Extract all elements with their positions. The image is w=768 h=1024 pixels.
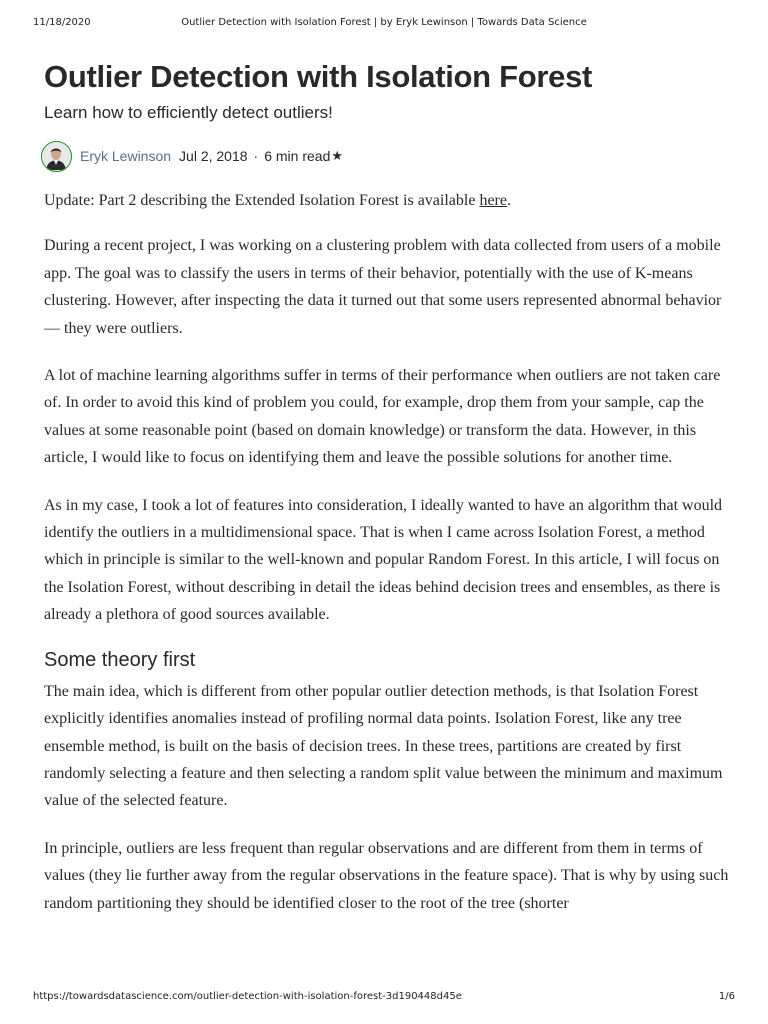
update-period: . xyxy=(506,192,511,209)
publish-date: Jul 2, 2018 xyxy=(179,148,248,164)
byline xyxy=(41,139,734,173)
star-icon: ★ xyxy=(331,148,344,163)
update-paragraph xyxy=(44,187,734,214)
part2-link[interactable]: here xyxy=(479,192,507,209)
paragraph-ml-algorithms: A lot of machine learning algorithms suffer in terms of their performance when outliers are not taken care of. In order to avoid this kind of problem you could, for example, drop them from your sample, cap the values at some reasonable point (based on domain knowledge) or transform the data. However, in this article, I would like to focus on identifying them and leave the possible solutions for another time. xyxy=(44,367,721,467)
print-page-title: Outlier Detection with Isolation Forest | by Eryk Lewinson | Towards Data Science xyxy=(181,17,587,28)
byline-separator: · xyxy=(253,148,259,164)
paragraph-main-idea: The main idea, which is different from other popular outlier detection methods, is that Isolation Forest explicitly identifies anomalies instead of profiling normal data points. Isolation Forest, like any tree ensemble method, is built on the basis of decision trees. In these trees, partitions are created by first randomly selecting a feature and then selecting a random split value between the minimum and maximum value of the selected feature. xyxy=(44,682,723,810)
paragraph-intro: During a recent project, I was working on a clustering problem with data collected from users of a mobile app. The goal was to classify the users in terms of their behavior, potentially with the use of K-means clustering. However, after inspecting the data it turned out that some users represented abnormal behavior — they were outliers. xyxy=(44,237,722,337)
paragraph-multidimensional: As in my case, I took a lot of features into consideration, I ideally wanted to have an algorithm that would identify the outliers in a multidimensional space. That is when I came across Isolation Forest, a method which in principle is similar to the well-known and popular Random Forest. In this article, I will focus on the Isolation Forest, without describing in detail the ideas behind decision trees and ensembles, as there is already a plethora of good sources available. xyxy=(44,496,723,624)
article-title: Outlier Detection with Isolation Forest xyxy=(44,59,593,94)
author-avatar-icon[interactable] xyxy=(41,141,72,172)
print-url[interactable]: https://towardsdatascience.com/outlier-detection-with-isolation-forest-3d190448d45e xyxy=(33,991,462,1002)
read-time: 6 min read xyxy=(264,148,331,164)
article-subtitle: Learn how to efficiently detect outliers! xyxy=(44,103,333,122)
update-text: Update: Part 2 describing the Extended Isolation Forest is available xyxy=(44,192,480,209)
print-footer xyxy=(0,991,768,1005)
article-body xyxy=(44,187,734,917)
article xyxy=(44,58,734,937)
print-date: 11/18/2020 xyxy=(33,17,91,28)
page-number: 1/6 xyxy=(718,991,735,1002)
author-link[interactable]: Eryk Lewinson xyxy=(80,148,172,164)
section-heading: Some theory first xyxy=(44,648,196,671)
paragraph-in-principle: In principle, outliers are less frequent than regular observations and are different from them in terms of values (they lie further away from the regular observations in the feature space). That is why by using such random partitioning they should be identified closer to the root of the tree (shorter xyxy=(44,839,729,912)
print-header xyxy=(0,17,768,31)
